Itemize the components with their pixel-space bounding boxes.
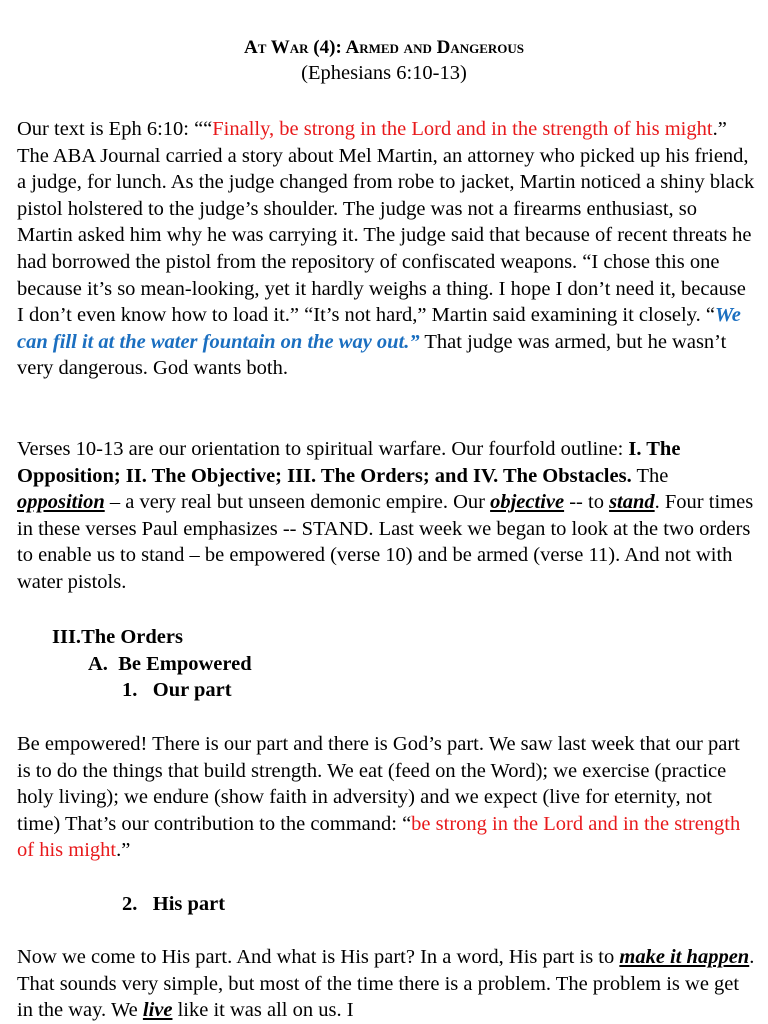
scripture-quote: Finally, be strong in the Lord and in the strength of his might	[212, 118, 713, 140]
outline-summary: I. The Opposition; II. The Objective; III. The Orders; and IV. The Obstacles.	[17, 438, 681, 487]
text-run: The	[631, 464, 669, 487]
keyword-make-it-happen: make it happen	[619, 946, 750, 968]
scripture-quote: be strong in the Lord and in the strength of his might	[17, 812, 741, 862]
document-title: At War (4): Armed and Dangerous	[243, 37, 524, 58]
text-run: . Four times in these verses Paul emphasizes -- STAND. Last week we began to look at the two orders to enable us to stand – be empowered (verse 10) and be armed (verse 11). And not with water pistols.	[17, 491, 754, 593]
outline-label: Our part	[152, 679, 232, 701]
paragraph-outline	[17, 436, 757, 596]
emphasized-quote: We can fill it at the water fountain on the way out.”	[17, 304, 741, 353]
text-run: Be empowered! There is our part and there is God’s part. We saw last week that our part is to do the things that build strength. We eat (feed on the Word); we exercise (practice holy living); we endure (show faith in adversity) and we expect (live for eternity, not time) That’s our contribution to the command: “	[17, 733, 740, 835]
text-run: Our text is Eph 6:10: ““	[17, 118, 213, 140]
text-run: .” The ABA Journal carried a story about Mel Martin, an attorney who picked up his friend, a judge, for lunch. As the judge changed from robe to jacket, Martin noticed a shiny black pistol holstered to the judge’s shoulder. The judge was not a firearms enthusiast, so Martin asked him why he was carrying it. The judge said that because of recent threats he had borrowed the pistol from the repository of confiscated weapons. “I chose this one because it’s so mean-looking, yet it hardly weighs a thing. I hope I don’t need it, because I don’t even know how to load it.” “It’s not hard,” Martin said examining it closely. “	[17, 118, 755, 327]
text-run: . That sounds very simple, but most of the time there is a problem. The problem is we get in the way. We	[17, 946, 755, 1022]
outline-label: Be Empowered	[118, 653, 252, 675]
paragraph-his-part	[17, 944, 757, 1024]
outline-heading-orders	[52, 624, 183, 651]
text-run: Verses 10-13 are our orientation to spiritual warfare. Our fourfold outline:	[17, 438, 629, 460]
scripture-reference: (Ephesians 6:10-13)	[301, 62, 467, 84]
outline-number: 1.	[122, 679, 138, 701]
outline-number: III.	[52, 626, 82, 648]
text-run: like it was all on us. I	[172, 999, 354, 1022]
paragraph-intro	[17, 116, 757, 382]
outline-number: A.	[88, 653, 108, 675]
outline-heading-his-part	[122, 891, 225, 918]
text-run: .”	[116, 839, 131, 862]
text-run: – a very real but unseen demonic empire. Our	[104, 491, 491, 514]
text-run: -- to	[564, 491, 610, 514]
outline-heading-our-part	[122, 677, 232, 704]
outline-label: The Orders	[81, 626, 183, 648]
keyword-opposition: opposition	[17, 491, 105, 514]
keyword-stand: stand	[609, 491, 655, 514]
outline-label: His part	[152, 893, 226, 915]
keyword-objective: objective	[490, 491, 565, 514]
text-run: That judge was armed, but he wasn’t very dangerous. God wants both.	[17, 330, 727, 380]
outline-heading-be-empowered	[88, 651, 252, 678]
paragraph-our-part	[17, 731, 757, 864]
outline-number: 2.	[122, 893, 138, 915]
keyword-live: live	[142, 999, 173, 1022]
text-run: Now we come to His part. And what is His part? In a word, His part is to	[17, 946, 620, 968]
